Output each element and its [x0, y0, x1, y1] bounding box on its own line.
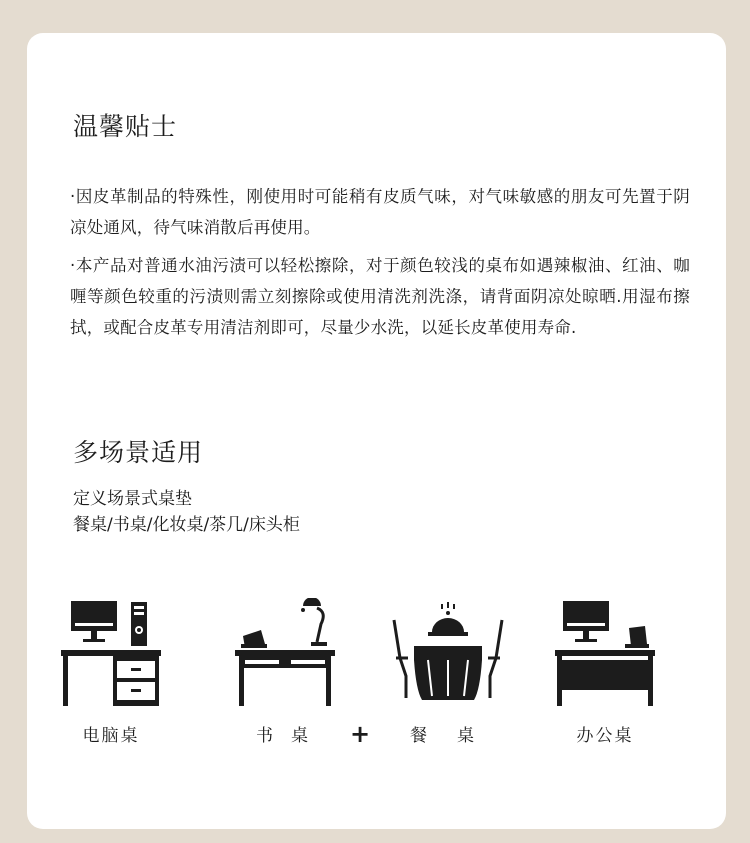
tip-item: ·因皮革制品的特殊性，刚使用时可能稍有皮质气味，对气味敏感的朋友可先置于阴凉处通风，待气味消散后再使用。	[70, 187, 690, 237]
scene-dining-table	[383, 598, 513, 748]
study-desk-icon	[235, 598, 335, 710]
plus-sign: +	[350, 720, 371, 748]
scenes-subtitle-line1: 定义场景式桌垫	[73, 489, 192, 509]
content-card	[27, 33, 726, 829]
scenes-subtitle	[73, 486, 300, 538]
computer-desk-icon	[61, 598, 161, 710]
office-desk-icon	[555, 598, 655, 710]
dining-table-icon	[388, 598, 508, 710]
scene-icons-row	[27, 598, 726, 748]
scene-label-study-desk: 书桌	[256, 726, 326, 746]
tip-item: ·本产品对普通水油污渍可以轻松擦除，对于颜色较浅的桌布如遇辣椒油、红油、咖喱等颜色较重的污渍则需立刻擦除或使用清洗剂洗涤，请背面阴凉处晾晒.用湿布擦拭，或配合皮革专用清洁剂即可，尽量少水洗，以延长皮革使用寿命.	[70, 256, 690, 337]
scene-label-computer-desk: 电脑桌	[82, 726, 140, 746]
tips-title: 温馨贴士	[73, 112, 178, 141]
scenes-title: 多场景适用	[73, 438, 204, 467]
scene-label-office-desk: 办公桌	[576, 726, 634, 746]
scenes-subtitle-line2: 餐桌/书桌/化妆桌/茶几/床头柜	[73, 515, 300, 535]
scene-computer-desk	[46, 598, 176, 748]
scene-label-dining-table: 餐桌	[410, 726, 504, 746]
scene-office-desk	[540, 598, 670, 748]
scene-study-desk	[220, 598, 350, 748]
tips-list	[70, 181, 690, 350]
